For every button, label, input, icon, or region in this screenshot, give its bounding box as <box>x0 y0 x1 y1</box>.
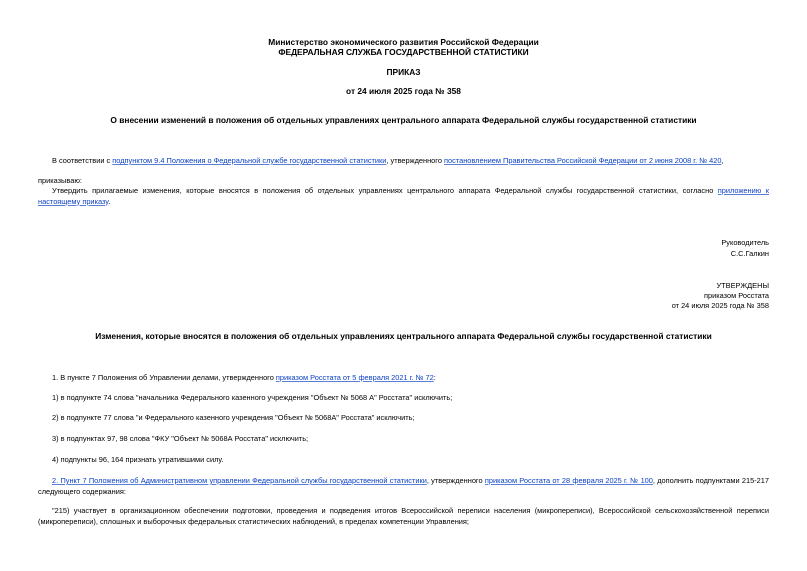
subitem-3: 3) в подпунктах 97, 98 слова "ФКУ "Объект № 5068А Росстата" исключить; <box>52 434 309 443</box>
order-word: приказываю: <box>38 176 82 185</box>
approval-line-2: приказом Росстата <box>704 291 769 300</box>
item-2-number-link[interactable]: 2. <box>52 476 61 485</box>
ministry-name: Министерство экономического развития Российской Федерации <box>268 37 539 47</box>
subitem-4: 4) подпункты 96, 164 признать утратившими силу. <box>52 455 224 464</box>
document-date: от 24 июля 2025 года № 358 <box>346 86 461 96</box>
appendix-link[interactable]: приложению к настоящему приказу <box>38 186 769 206</box>
item-1-text: 1. В пункте 7 Положения об Управлении делами, утвержденного <box>52 373 276 382</box>
preamble-text: , утвержденного <box>386 156 444 165</box>
approve-text: . <box>108 196 111 206</box>
government-decree-link[interactable]: постановлением Правительства Российской Федерации от 2 июня 2008 г. № 420 <box>443 156 722 165</box>
changes-title: Изменения, которые вносятся в положения об отдельных управлениях центрального аппарата Федеральной службы государственной статистики <box>95 331 712 341</box>
preamble-text: , <box>721 156 724 165</box>
approval-line-3: от 24 июля 2025 года № 358 <box>671 301 769 310</box>
approve-text: Утвердить прилагаемые изменения, которые вносятся в положения об отдельных управлениях центрального аппарата Федеральной службы государственной статистики, согласно <box>52 186 718 195</box>
approve-paragraph <box>38 186 769 207</box>
signature-name: С.С.Галкин <box>730 249 769 258</box>
item-2-text: , дополнить подпунктами 215-217 следующего содержания: <box>38 476 769 496</box>
regulation-link[interactable]: подпунктом 9.4 Положения о Федеральной службе государственной статистики <box>112 156 387 165</box>
preamble-paragraph <box>52 156 724 166</box>
item-2 <box>38 476 769 497</box>
subitem-1: 1) в подпункте 74 слова "начальника Федерального казенного учреждения "Объект № 5068 А" Росстата" исключить; <box>52 393 453 402</box>
approval-line-1: УТВЕРЖДЕНЫ <box>716 281 769 290</box>
signature-position: Руководитель <box>721 238 769 247</box>
preamble-text: В соответствии с <box>52 156 113 165</box>
subitem-215: "215) участвует в организационном обеспечении подготовки, проведения и подведения итогов Всероссийской переписи населения (микропереписи), Всероссийской сельскохозяйственной переписи (микропереписи), сплошных и выборочных федеральных статистических наблюдений, в пределах компетенции Управления; <box>38 506 769 526</box>
item-2-text: , утвержденного <box>426 476 485 485</box>
admin-regulation-link[interactable]: Пункт 7 Положения об Административном управлении Федеральной службы государственной статистики <box>60 476 427 485</box>
document-type: ПРИКАЗ <box>386 67 421 77</box>
subitem-2: 2) в подпункте 77 слова "и Федерального казенного учреждения "Объект № 5068А" Росстата" исключить; <box>52 413 415 422</box>
service-name: ФЕДЕРАЛЬНАЯ СЛУЖБА ГОСУДАРСТВЕННОЙ СТАТИСТИКИ <box>278 47 529 57</box>
item-1-text: : <box>433 373 436 382</box>
item-1 <box>52 373 436 383</box>
order-72-link[interactable]: приказом Росстата от 5 февраля 2021 г. № 72 <box>275 373 434 382</box>
document-title: О внесении изменений в положения об отдельных управлениях центрального аппарата Федеральной службы государственной статистики <box>110 115 697 125</box>
order-100-link[interactable]: приказом Росстата от 28 февраля 2025 г. № 100 <box>484 476 653 485</box>
